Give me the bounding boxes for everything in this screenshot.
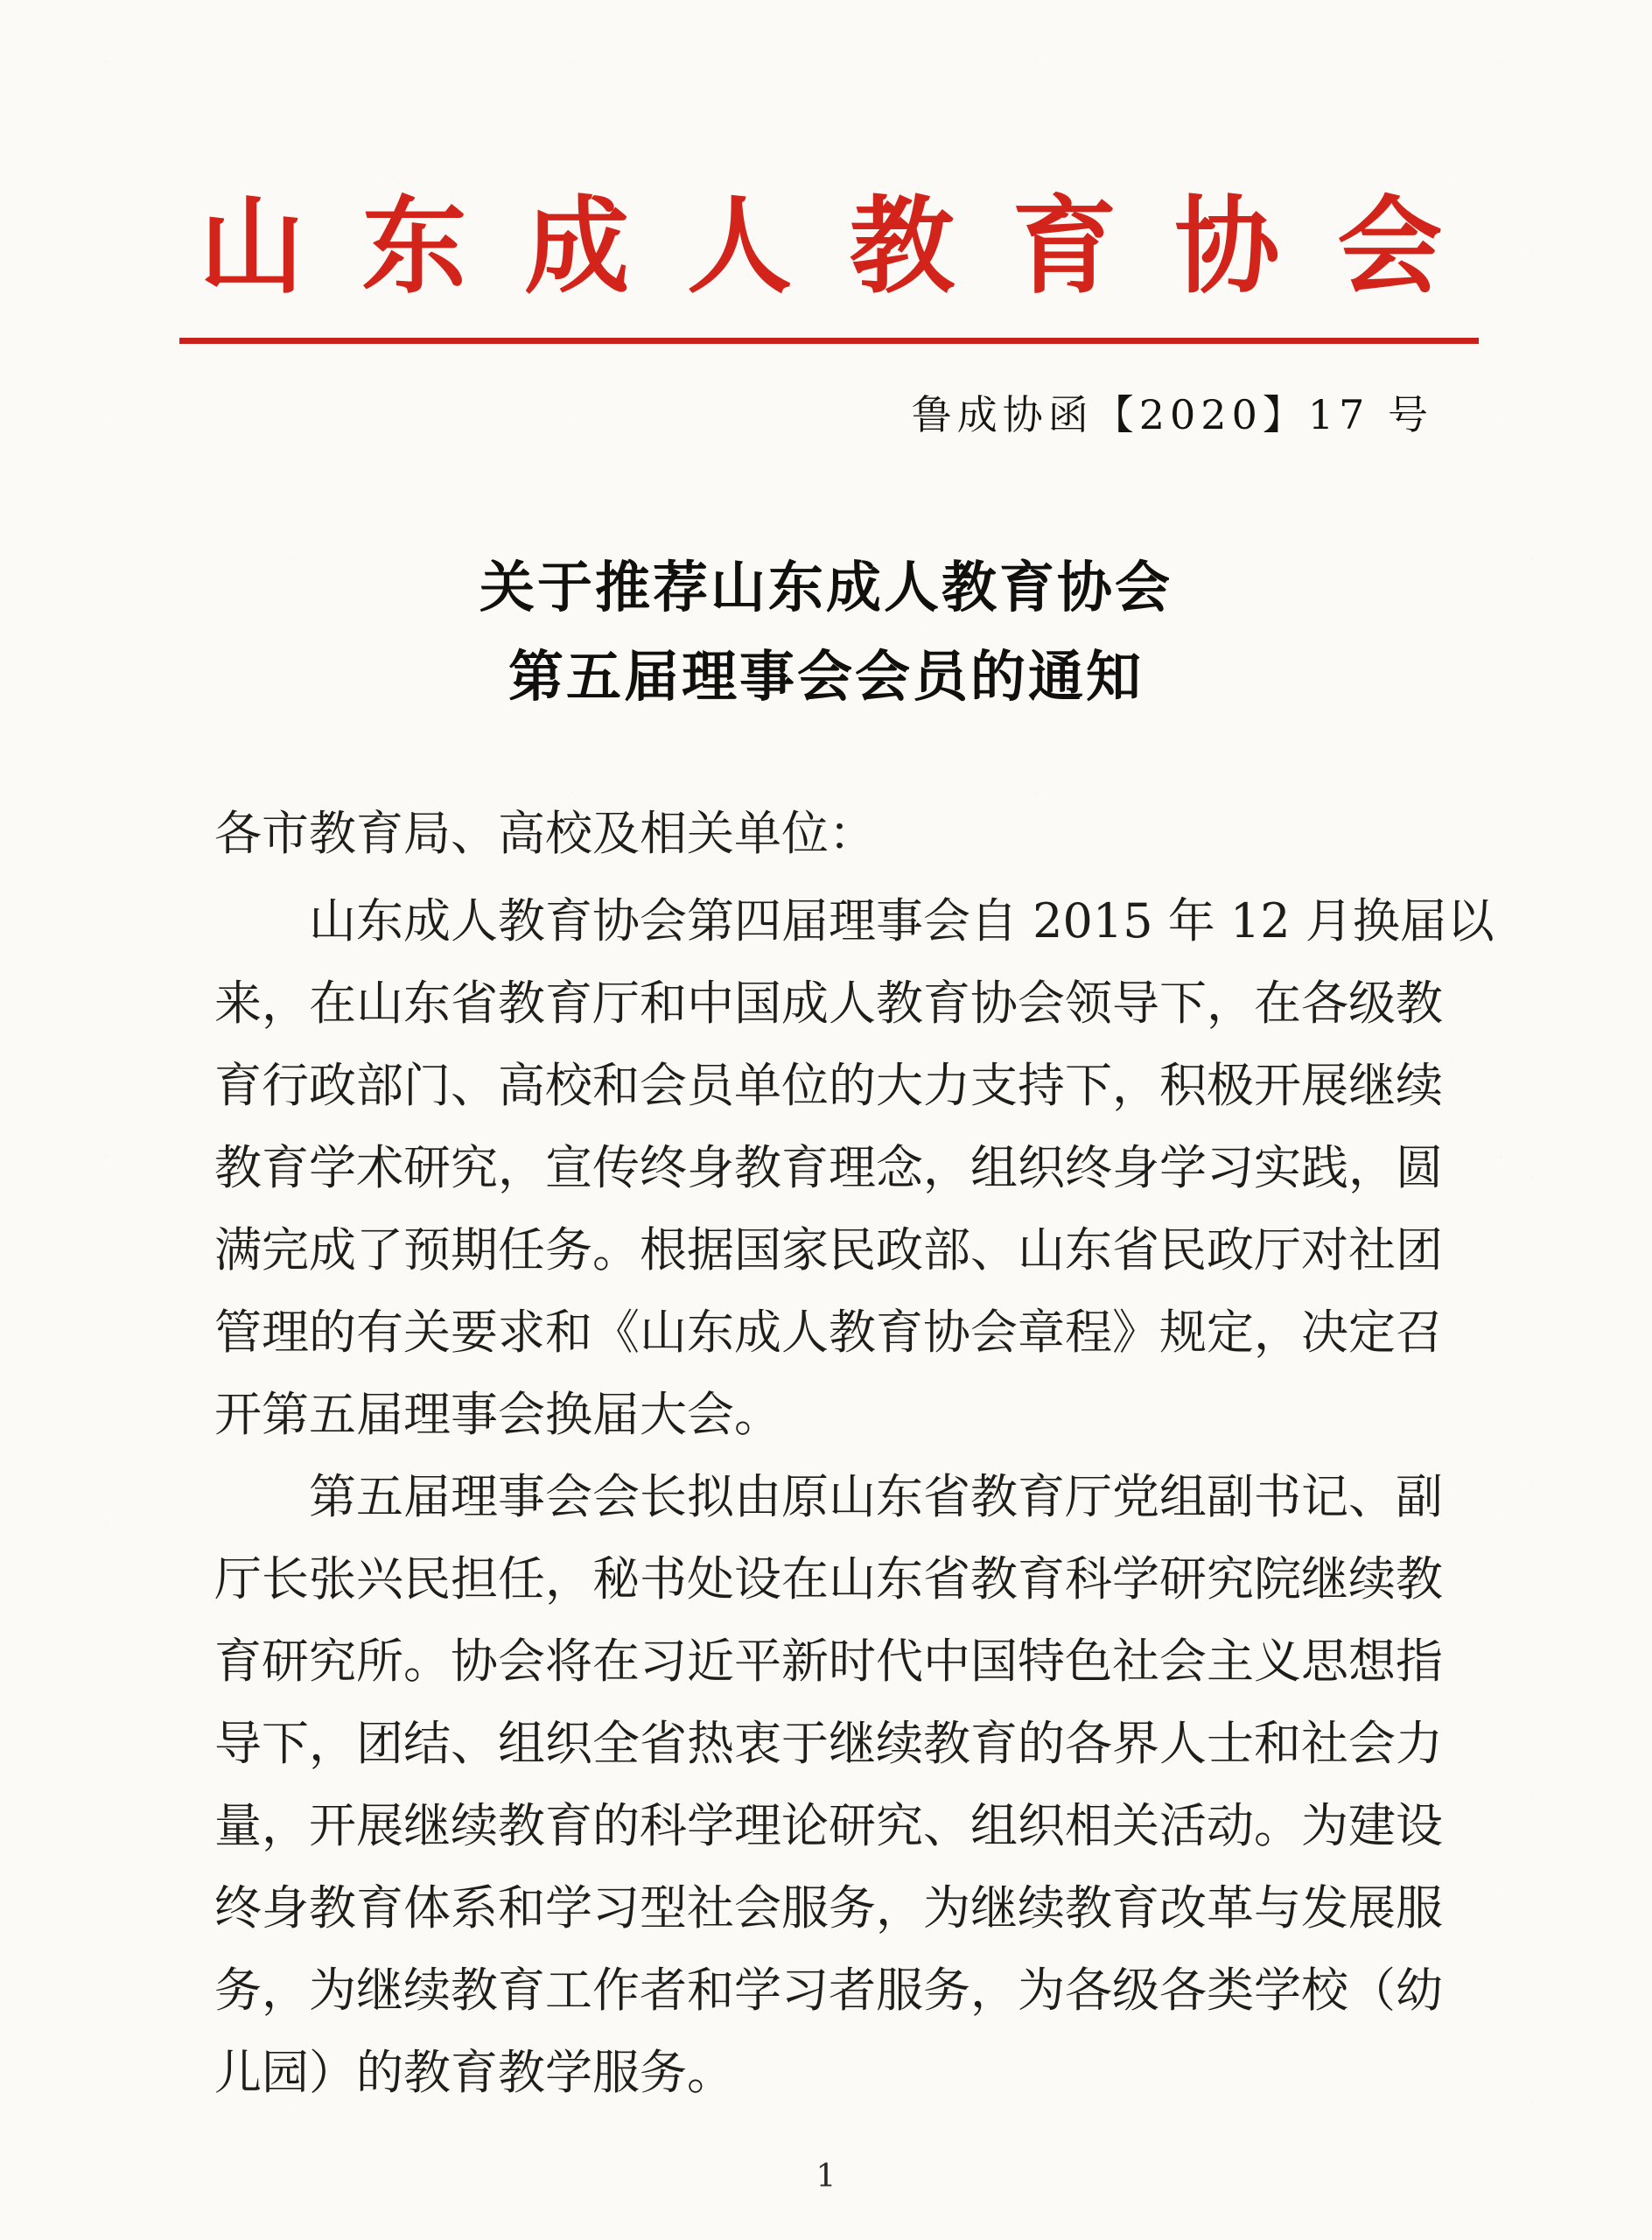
body-line: 育行政部门、高校和会员单位的大力支持下，积极开展继续	[214, 1058, 1443, 1114]
body-line: 第五届理事会会长拟由原山东省教育厅党组副书记、副	[309, 1469, 1443, 1525]
page-number: 1	[816, 2159, 836, 2194]
notice-title	[0, 542, 1652, 721]
letterhead-divider-rule	[179, 338, 1479, 344]
body-line: 教育学术研究，宣传终身教育理念，组织终身学习实践，圆	[214, 1140, 1443, 1196]
salutation: 各市教育局、高校及相关单位：	[214, 806, 876, 862]
paragraph-2	[214, 1456, 1443, 2114]
body-line: 务，为继续教育工作者和学习者服务，为各级各类学校（幼	[214, 1963, 1443, 2019]
document-number: 鲁成协函【2020】17 号	[911, 391, 1433, 438]
body-line: 量，开展继续教育的科学理论研究、组织相关活动。为建设	[214, 1798, 1443, 1854]
body-line: 育研究所。协会将在习近平新时代中国特色社会主义思想指	[214, 1634, 1443, 1690]
document-body	[214, 880, 1494, 2114]
notice-title-line-1: 关于推荐山东成人教育协会	[480, 555, 1172, 620]
body-line: 来，在山东省教育厅和中国成人教育协会领导下，在各级教	[214, 976, 1443, 1032]
body-line: 厅长张兴民担任，秘书处设在山东省教育科学研究院继续教	[214, 1551, 1443, 1607]
body-line: 满完成了预期任务。根据国家民政部、山东省民政厅对社团	[214, 1222, 1443, 1278]
body-line: 导下，团结、组织全省热衷于继续教育的各界人士和社会力	[214, 1716, 1443, 1772]
body-line: 开第五届理事会换届大会。	[214, 1387, 781, 1443]
paragraph-1	[214, 880, 1494, 1456]
body-line: 儿园）的教育教学服务。	[214, 2045, 734, 2101]
body-line: 管理的有关要求和《山东成人教育协会章程》规定，决定召	[214, 1305, 1443, 1361]
body-line: 山东成人教育协会第四届理事会自 2015 年 12 月换届以	[309, 893, 1494, 949]
notice-title-line-2: 第五届理事会会员的通知	[508, 644, 1144, 710]
letterhead-org-title: 山 东 成 人 教 育 协 会	[199, 185, 1453, 308]
body-line: 终身教育体系和学习型社会服务，为继续教育改革与发展服	[214, 1880, 1443, 1936]
